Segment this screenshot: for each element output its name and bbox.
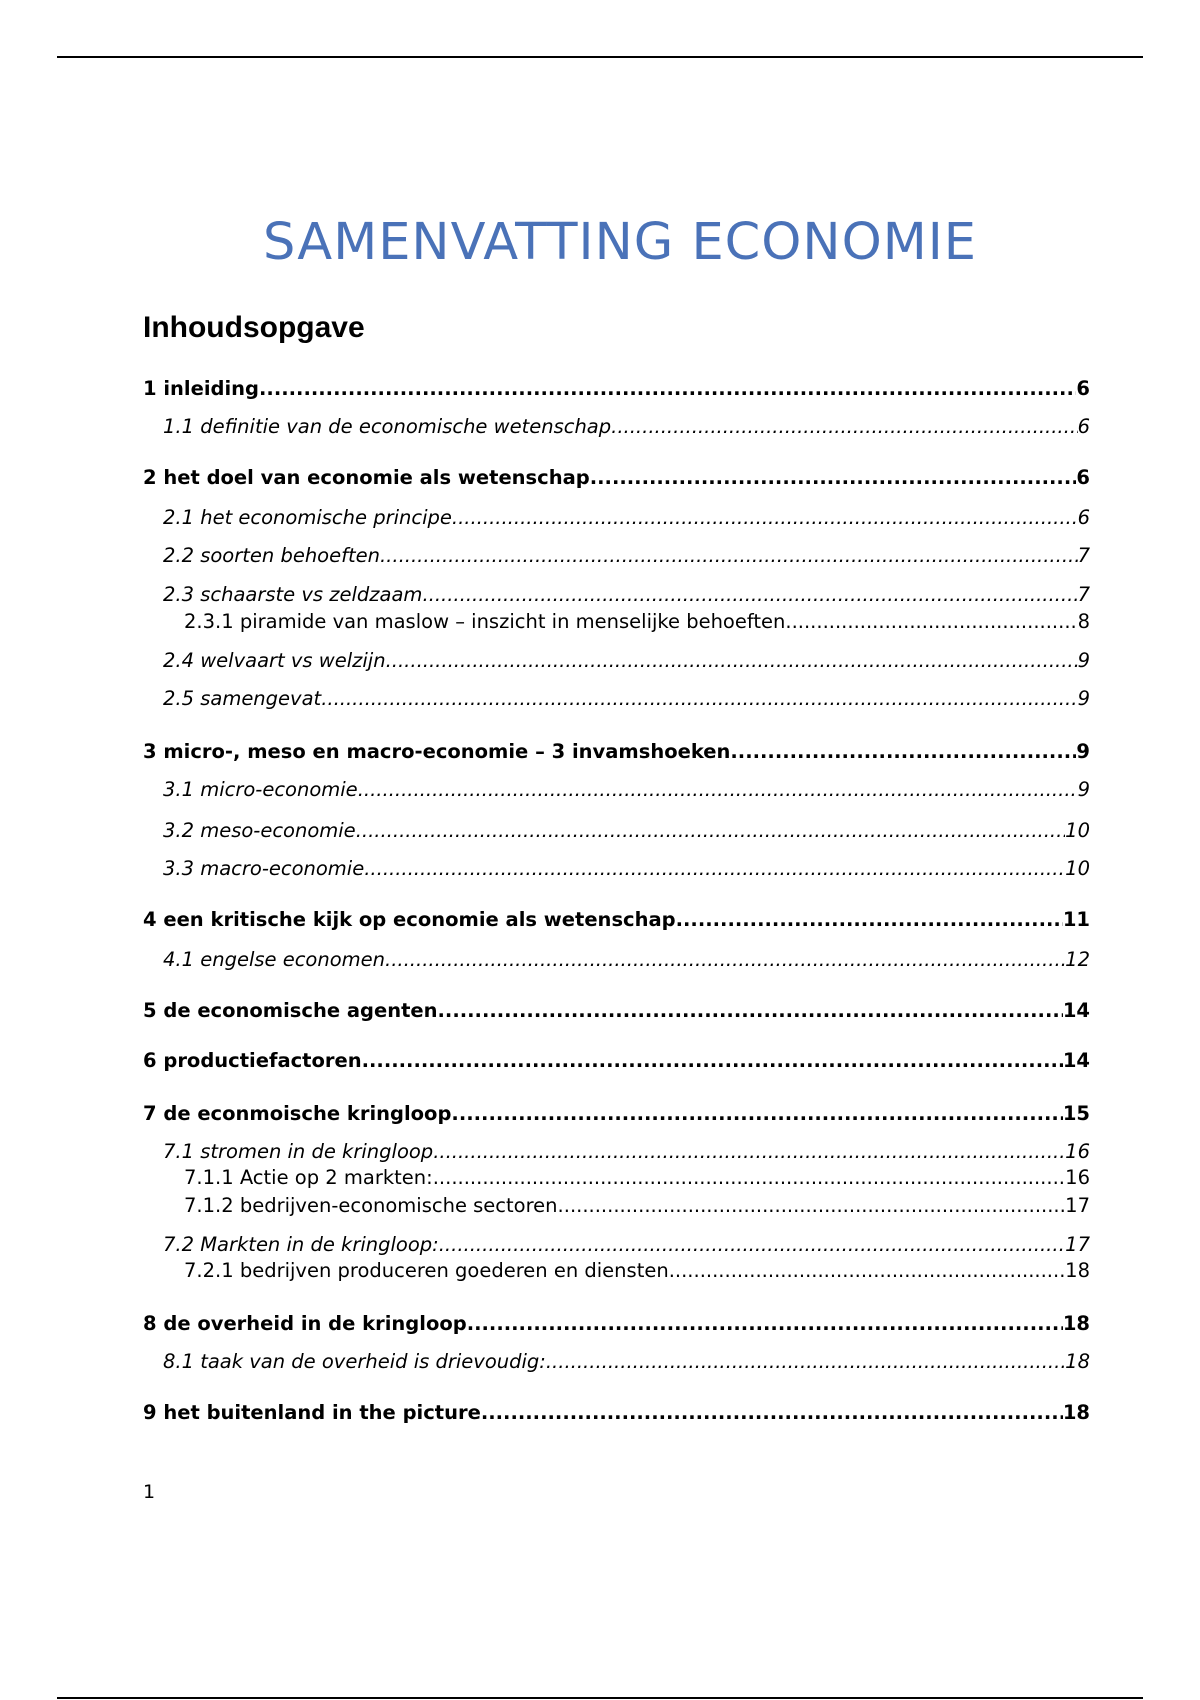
toc-entry-label: 1.1 definitie van de economische wetenschap (163, 415, 612, 438)
toc-entry[interactable] (163, 414, 1090, 440)
header-rule (57, 56, 1143, 58)
toc-entry-page: 18 (1062, 1401, 1090, 1424)
toc-leader-dots (422, 582, 1077, 608)
toc-leader-dots (364, 856, 1065, 882)
toc-leader-dots (358, 777, 1078, 803)
toc-heading: Inhoudsopgave (143, 311, 365, 344)
toc-entry[interactable] (163, 543, 1090, 569)
toc-leader-dots (438, 998, 1063, 1024)
toc-entry[interactable] (163, 947, 1090, 973)
toc-leader-dots (386, 648, 1078, 674)
toc-entry-page: 15 (1062, 1102, 1090, 1125)
toc-entry-label: 9 het buitenland in the picture (143, 1401, 481, 1424)
toc-entry-label: 2.1 het economische principe (163, 506, 452, 529)
toc-leader-dots (730, 739, 1076, 765)
toc-entry-label: 2.4 welvaart vs welzijn (163, 649, 386, 672)
toc-leader-dots (356, 818, 1065, 844)
toc-entry-page: 8 (1077, 610, 1090, 633)
toc-entry-label: 3 micro-, meso en macro-economie – 3 invamshoeken (143, 740, 731, 763)
toc-leader-dots (259, 376, 1076, 402)
toc-entry-label: 4 een kritische kijk op economie als wetenschap (143, 908, 676, 931)
toc-entry[interactable] (163, 777, 1090, 803)
toc-entry-page: 9 (1077, 778, 1090, 801)
toc-entry[interactable] (184, 609, 1090, 635)
toc-entry-page: 7 (1077, 583, 1090, 606)
toc-entry-label: 6 productiefactoren (143, 1049, 362, 1072)
toc-entry[interactable] (143, 465, 1090, 491)
toc-entry-label: 5 de economische agenten (143, 999, 438, 1022)
toc-entry-page: 10 (1065, 819, 1090, 842)
toc-entry-label: 3.3 macro-economie (163, 857, 365, 880)
toc-entry[interactable] (143, 1101, 1090, 1127)
toc-entry-page: 9 (1077, 649, 1090, 672)
toc-leader-dots (669, 1258, 1065, 1284)
toc-entry-page: 6 (1077, 506, 1090, 529)
toc-leader-dots (362, 1048, 1063, 1074)
toc-entry[interactable] (143, 1311, 1090, 1337)
toc-entry-page: 18 (1065, 1259, 1090, 1282)
toc-entry-page: 16 (1065, 1140, 1090, 1163)
footer-rule (57, 1697, 1143, 1699)
toc-entry[interactable] (163, 1139, 1090, 1165)
toc-entry[interactable] (143, 1400, 1090, 1426)
toc-entry[interactable] (163, 505, 1090, 531)
toc-leader-dots (433, 1139, 1065, 1165)
toc-entry-label: 7.2 Markten in de kringloop: (163, 1233, 439, 1256)
toc-entry-page: 12 (1065, 948, 1090, 971)
toc-leader-dots (385, 947, 1065, 973)
toc-entry[interactable] (184, 1165, 1090, 1191)
toc-entry[interactable] (163, 856, 1090, 882)
toc-entry-label: 7.1.2 bedrijven-economische sectoren (184, 1194, 558, 1217)
toc-entry[interactable] (143, 998, 1090, 1024)
toc-entry-label: 1 inleiding (143, 377, 260, 400)
toc-entry-page: 6 (1076, 466, 1090, 489)
toc-entry-label: 2.3.1 piramide van maslow – inszicht in menselijke behoeften (184, 610, 786, 633)
toc-entry-page: 11 (1062, 908, 1090, 931)
toc-entry-label: 7.1 stromen in de kringloop (163, 1140, 434, 1163)
toc-entry-page: 7 (1077, 544, 1090, 567)
toc-entry[interactable] (143, 739, 1090, 765)
toc-entry-label: 2.3 schaarste vs zeldzaam (163, 583, 423, 606)
toc-entry-page: 6 (1077, 415, 1090, 438)
toc-entry-label: 3.2 meso-economie (163, 819, 356, 842)
toc-leader-dots (439, 1232, 1065, 1258)
page-number: 1 (143, 1481, 156, 1503)
toc-leader-dots (676, 907, 1063, 933)
toc-entry-page: 17 (1065, 1194, 1090, 1217)
toc-leader-dots (558, 1193, 1066, 1219)
toc-entry-page: 18 (1065, 1350, 1090, 1373)
toc-entry[interactable] (163, 686, 1090, 712)
toc-entry-page: 16 (1065, 1166, 1090, 1189)
toc-leader-dots (467, 1311, 1063, 1337)
toc-entry-label: 7.2.1 bedrijven produceren goederen en diensten (184, 1259, 669, 1282)
toc-leader-dots (481, 1400, 1063, 1426)
toc-entry-label: 7.1.1 Actie op 2 markten: (184, 1166, 433, 1189)
toc-entry-page: 17 (1065, 1233, 1090, 1256)
toc-entry-label: 2.5 samengevat (163, 687, 322, 710)
toc-entry[interactable] (143, 907, 1090, 933)
toc-leader-dots (611, 414, 1077, 440)
toc-leader-dots (590, 465, 1077, 491)
toc-entry-page: 9 (1077, 687, 1090, 710)
toc-entry-label: 4.1 engelse economen (163, 948, 386, 971)
toc-leader-dots (785, 609, 1077, 635)
toc-entry[interactable] (163, 582, 1090, 608)
toc-entry-label: 7 de econmoische kringloop (143, 1102, 452, 1125)
toc-entry-page: 18 (1062, 1312, 1090, 1335)
toc-leader-dots (380, 543, 1078, 569)
toc-leader-dots (451, 1101, 1062, 1127)
toc-entry-label: 2.2 soorten behoeften (163, 544, 380, 567)
toc-entry[interactable] (163, 648, 1090, 674)
toc-entry-label: 3.1 micro-economie (163, 778, 358, 801)
toc-entry-page: 6 (1076, 377, 1090, 400)
toc-entry[interactable] (184, 1258, 1090, 1284)
toc-entry-page: 14 (1062, 1049, 1090, 1072)
toc-leader-dots (546, 1349, 1065, 1375)
toc-entry[interactable] (143, 1048, 1090, 1074)
toc-entry-page: 9 (1076, 740, 1090, 763)
toc-leader-dots (321, 686, 1077, 712)
toc-leader-dots (452, 505, 1078, 531)
toc-entry-label: 8.1 taak van de overheid is drievoudig: (163, 1350, 546, 1373)
toc-entry-label: 8 de overheid in de kringloop (143, 1312, 467, 1335)
toc-entry-page: 10 (1065, 857, 1090, 880)
toc-entry[interactable] (163, 1232, 1090, 1258)
toc-leader-dots (433, 1165, 1065, 1191)
toc-entry[interactable] (143, 376, 1090, 402)
toc-entry-page: 14 (1062, 999, 1090, 1022)
toc-entry-label: 2 het doel van economie als wetenschap (143, 466, 590, 489)
toc-entry[interactable] (184, 1193, 1090, 1219)
toc-entry[interactable] (163, 1349, 1090, 1375)
toc-entry[interactable] (163, 818, 1090, 844)
document-title: SAMENVATTING ECONOMIE (262, 213, 977, 272)
